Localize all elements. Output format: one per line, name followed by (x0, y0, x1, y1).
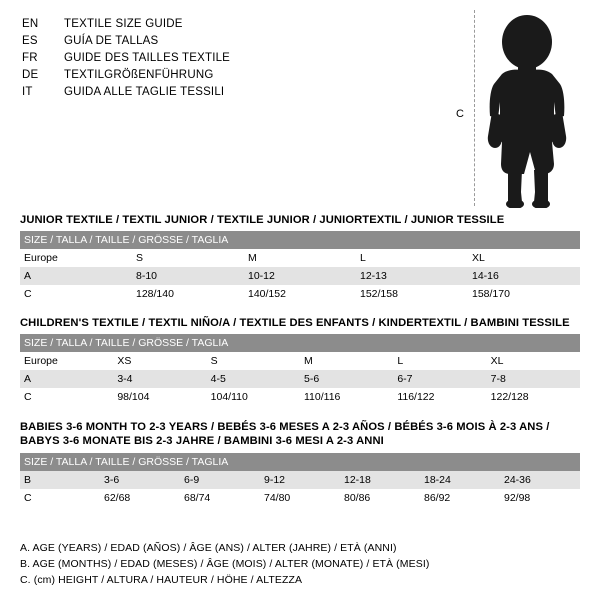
cell-value: 6-9 (180, 471, 260, 489)
section-title: BABIES 3-6 MONTH TO 2-3 YEARS / BEBÉS 3-6 MESES A 2-3 AÑOS / BÉBÉS 3-6 MOIS À 2-3 ANS / BABYS 3-6 MONATE BIS 2-3 JAHRE / BAMBINI 3-6 MESI A 2-3 ANNI (20, 421, 550, 447)
language-title: GUÍA DE TALLAS (64, 35, 159, 47)
table-header-row (20, 231, 580, 249)
cell-value: 86/92 (420, 489, 500, 507)
cell-column-label: XS (113, 352, 206, 370)
table-row (20, 249, 580, 267)
language-title: GUIDE DES TAILLES TEXTILE (64, 52, 231, 64)
measurement-figure (440, 8, 590, 208)
language-code: FR (22, 52, 38, 64)
cell-column-label: Europe (20, 249, 132, 267)
section-junior-textile (20, 214, 580, 303)
language-code: ES (22, 35, 38, 47)
children-size-table (20, 334, 580, 406)
table-row (20, 267, 580, 285)
cell-value: 7-8 (487, 370, 580, 388)
height-guide-line (474, 10, 475, 206)
table-header-label: SIZE / TALLA / TAILLE / GRÖSSE / TAGLIA (20, 453, 580, 471)
cell-column-label: L (393, 352, 486, 370)
cell-value: 6-7 (393, 370, 486, 388)
cell-value: 74/80 (260, 489, 340, 507)
row-label: C (20, 388, 113, 406)
table-row (20, 388, 580, 406)
cell-value: 80/86 (340, 489, 420, 507)
cell-value: 62/68 (100, 489, 180, 507)
cell-value: 92/98 (500, 489, 580, 507)
cell-value: 12-13 (356, 267, 468, 285)
table-row (20, 471, 580, 489)
section-babies-textile (20, 420, 580, 507)
language-code: EN (22, 18, 39, 30)
language-code: IT (22, 86, 33, 98)
cell-value: 98/104 (113, 388, 206, 406)
legend-line-a: A. AGE (YEARS) / EDAD (AÑOS) / ÂGE (ANS) / ALTER (JAHRE) / ETÀ (ANNI) (20, 542, 397, 554)
section-title: CHILDREN'S TEXTILE / TEXTIL NIÑO/A / TEXTILE DES ENFANTS / KINDERTEXTIL / BAMBINI TESSILE (20, 317, 570, 329)
section-title: JUNIOR TEXTILE / TEXTIL JUNIOR / TEXTILE JUNIOR / JUNIORTEXTIL / JUNIOR TESSILE (20, 214, 505, 226)
cell-value: 18-24 (420, 471, 500, 489)
cell-column-label: M (300, 352, 393, 370)
cell-column-label: XL (468, 249, 580, 267)
language-row-it (22, 84, 402, 101)
language-title: GUIDA ALLE TAGLIE TESSILI (64, 86, 225, 98)
table-row (20, 489, 580, 507)
language-code: DE (22, 69, 39, 81)
cell-value: 140/152 (244, 285, 356, 303)
language-title-block (22, 16, 402, 101)
legend-line-c: C. (cm) HEIGHT / ALTURA / HAUTEUR / HÖHE / ALTEZZA (20, 574, 303, 586)
section-childrens-textile (20, 317, 580, 406)
table-row (20, 352, 580, 370)
cell-value: 24-36 (500, 471, 580, 489)
child-silhouette-icon (480, 12, 590, 208)
cell-value: 116/122 (393, 388, 486, 406)
table-header-row (20, 334, 580, 352)
cell-value: 68/74 (180, 489, 260, 507)
cell-value: 12-18 (340, 471, 420, 489)
junior-size-table (20, 231, 580, 303)
cell-value: 128/140 (132, 285, 244, 303)
cell-value: 122/128 (487, 388, 580, 406)
language-row-de (22, 67, 402, 84)
cell-column-label: Europe (20, 352, 113, 370)
cell-value: 110/116 (300, 388, 393, 406)
cell-value: 10-12 (244, 267, 356, 285)
cell-value: 3-4 (113, 370, 206, 388)
cell-value: 3-6 (100, 471, 180, 489)
table-header-label: SIZE / TALLA / TAILLE / GRÖSSE / TAGLIA (20, 231, 580, 249)
cell-value: 104/110 (207, 388, 300, 406)
cell-column-label: M (244, 249, 356, 267)
cell-column-label: L (356, 249, 468, 267)
cell-value: 4-5 (207, 370, 300, 388)
legend-line-b: B. AGE (MONTHS) / EDAD (MESES) / ÂGE (MOIS) / ALTER (MONATE) / ETÀ (MESI) (20, 558, 430, 570)
figure-measure-label: C (456, 108, 464, 120)
cell-column-label: S (207, 352, 300, 370)
row-label: A (20, 370, 113, 388)
language-title: TEXTILE SIZE GUIDE (64, 18, 183, 30)
language-row-fr (22, 50, 402, 67)
row-label: C (20, 489, 100, 507)
cell-value: 14-16 (468, 267, 580, 285)
language-row-en (22, 16, 402, 33)
table-header-label: SIZE / TALLA / TAILLE / GRÖSSE / TAGLIA (20, 334, 580, 352)
cell-value: 8-10 (132, 267, 244, 285)
row-label: B (20, 471, 100, 489)
table-header-row (20, 453, 580, 471)
table-row (20, 285, 580, 303)
babies-size-table (20, 453, 580, 507)
row-label: C (20, 285, 132, 303)
cell-value: 5-6 (300, 370, 393, 388)
cell-column-label: XL (487, 352, 580, 370)
cell-value: 9-12 (260, 471, 340, 489)
language-row-es (22, 33, 402, 50)
cell-value: 158/170 (468, 285, 580, 303)
language-title: TEXTILGRÖßENFÜHRUNG (64, 69, 214, 81)
row-label: A (20, 267, 132, 285)
cell-value: 152/158 (356, 285, 468, 303)
cell-column-label: S (132, 249, 244, 267)
table-row (20, 370, 580, 388)
legend-block (20, 540, 580, 588)
